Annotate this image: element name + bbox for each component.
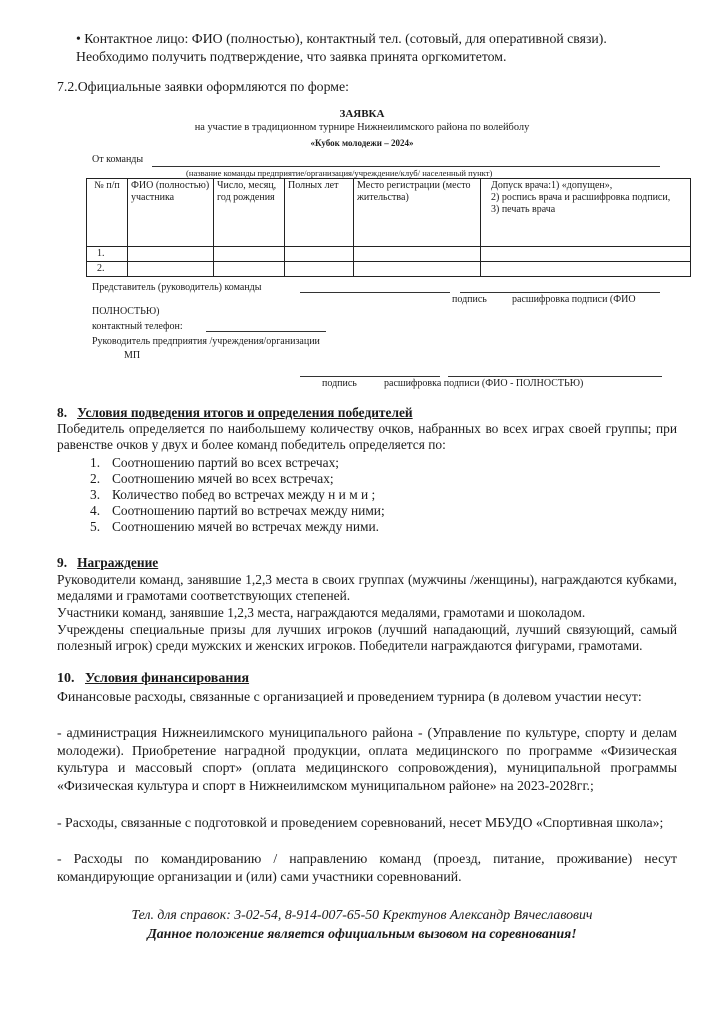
decode-label: расшифровка подписи (ФИО bbox=[512, 294, 636, 305]
col-number-header: № п/п bbox=[87, 179, 128, 247]
row-number: 2. bbox=[87, 262, 128, 277]
col-name-header: ФИО (полностью) участника bbox=[128, 179, 214, 247]
section-10-p4: - Расходы по командированию / направлению команд (проезд, питание, проживание) несут командирующие организации и (или) сами участники соревнований. bbox=[57, 851, 677, 884]
section-9-p2: Участники команд, занявшие 1,2,3 места, награждаются медалями, грамотами и шоколадом. bbox=[57, 605, 586, 620]
section-8-number: 8. bbox=[57, 405, 68, 420]
form-intro: 7.2.Официальные заявки оформляются по форме: bbox=[57, 79, 349, 94]
decode-label-2: расшифровка подписи (ФИО - ПОЛНОСТЬЮ) bbox=[384, 378, 584, 389]
col-registration-header: Место регистрации (место жительства) bbox=[354, 179, 481, 247]
from-team-line bbox=[152, 166, 660, 167]
section-9-title: Награждение bbox=[77, 555, 159, 570]
form-subtitle: на участие в традиционном турнире Нижнеилимского района по волейболу bbox=[194, 122, 530, 133]
form-title: ЗАЯВКА bbox=[339, 108, 385, 120]
row-number: 1. bbox=[87, 247, 128, 262]
application-table bbox=[86, 178, 691, 277]
section-10-p3: - Расходы, связанные с подготовкой и проведением соревнований, несет МБУДО «Спортивная школа»; bbox=[57, 815, 664, 830]
confirm-line: Необходимо получить подтверждение, что заявка принята оргкомитетом. bbox=[76, 49, 507, 64]
phone-line bbox=[206, 331, 326, 332]
section-9-p1: Руководители команд, занявшие 1,2,3 места в своих группах (мужчины /женщины), награждаются кубками, медалями и грамотами соответствующих степеней. bbox=[57, 572, 677, 603]
col-age-header: Полных лет bbox=[285, 179, 354, 247]
sign-label-2: подпись bbox=[322, 378, 357, 389]
table-row bbox=[87, 262, 691, 277]
col-birthdate-header: Число, месяц, год рождения bbox=[214, 179, 285, 247]
head-sign-line bbox=[300, 376, 440, 377]
mp-label: МП bbox=[124, 350, 141, 361]
representative-decode-line bbox=[460, 292, 660, 293]
table-row bbox=[87, 247, 691, 262]
section-8-heading bbox=[57, 405, 697, 421]
list-item: 1. Соотношению партий во всех встречах; bbox=[90, 455, 339, 470]
section-9-p3: Учреждены специальные призы для лучших игроков (лучший нападающий, лучший связующий, самый полезный игрок) среди мужских и женских игроков. Победители награждаются фигурами, грамотами. bbox=[57, 622, 677, 653]
criteria-list bbox=[82, 455, 682, 535]
section-10-p1: Финансовые расходы, связанные с организацией и проведением турнира (в долевом участии несут: bbox=[57, 689, 642, 704]
section-8-intro: Победитель определяется по наибольшему количеству очков, набранных во всех играх своей группы; при равенстве очков у двух и более команд победитель определяется по: bbox=[57, 421, 677, 452]
contact-phone: Тел. для справок: 3-02-54, 8-914-007-65-50 Кректунов Александр Вячеславович bbox=[131, 907, 593, 922]
head-decode-line bbox=[448, 376, 662, 377]
list-item: 5. Соотношению мячей во встречах между ними. bbox=[90, 519, 379, 534]
list-item: 3. Количество побед во встречах между н и м и ; bbox=[90, 487, 376, 502]
section-9-number: 9. bbox=[57, 555, 68, 570]
from-team-label: От команды bbox=[92, 154, 144, 165]
contact-line: • Контактное лицо: ФИО (полностью), контактный тел. (сотовый, для оперативной связи). bbox=[76, 31, 607, 46]
form-cup: «Кубок молодежи – 2024» bbox=[310, 138, 414, 148]
col-doctor-header: Допуск врача:1) «допущен», 2) роспись врача и расшифровка подписи, 3) печать врача bbox=[481, 179, 691, 247]
section-10-p2: - администрация Нижнеилимского муниципального района - (Управление по культуре, спорту и делам молодежи). Приобретение наградной продукции, оплата медицинского по программе «Физическая культура и массовый спорт» (оплата медицинского сопровождения), муниципальной программы «Физическая культура и спорт в Нижнеилимском муниципальном районе» на 2023-2028гг.; bbox=[57, 725, 677, 793]
phone-label: контактный телефон: bbox=[92, 321, 183, 332]
section-10-heading bbox=[57, 670, 697, 687]
table-header-row bbox=[87, 179, 691, 247]
team-note: (название команды предприятие/организация/учреждение/клуб/ населенный пункт) bbox=[186, 168, 493, 178]
list-item: 2. Соотношению мячей во всех встречах; bbox=[90, 471, 334, 486]
section-10-title: Условия финансирования bbox=[85, 671, 250, 686]
decode-label-cont: ПОЛНОСТЬЮ) bbox=[92, 306, 160, 317]
official-call: Данное положение является официальным вызовом на соревнования! bbox=[147, 926, 577, 941]
section-8-title: Условия подведения итогов и определения победителей bbox=[77, 405, 413, 420]
representative-label: Представитель (руководитель) команды bbox=[92, 282, 262, 293]
representative-sign-line bbox=[300, 292, 450, 293]
sign-label: подпись bbox=[452, 294, 487, 305]
section-9-heading bbox=[57, 555, 697, 571]
head-label: Руководитель предприятия /учреждения/организации bbox=[92, 336, 320, 347]
section-10-number: 10. bbox=[57, 671, 75, 686]
list-item: 4. Соотношению партий во встречах между ними; bbox=[90, 503, 385, 518]
